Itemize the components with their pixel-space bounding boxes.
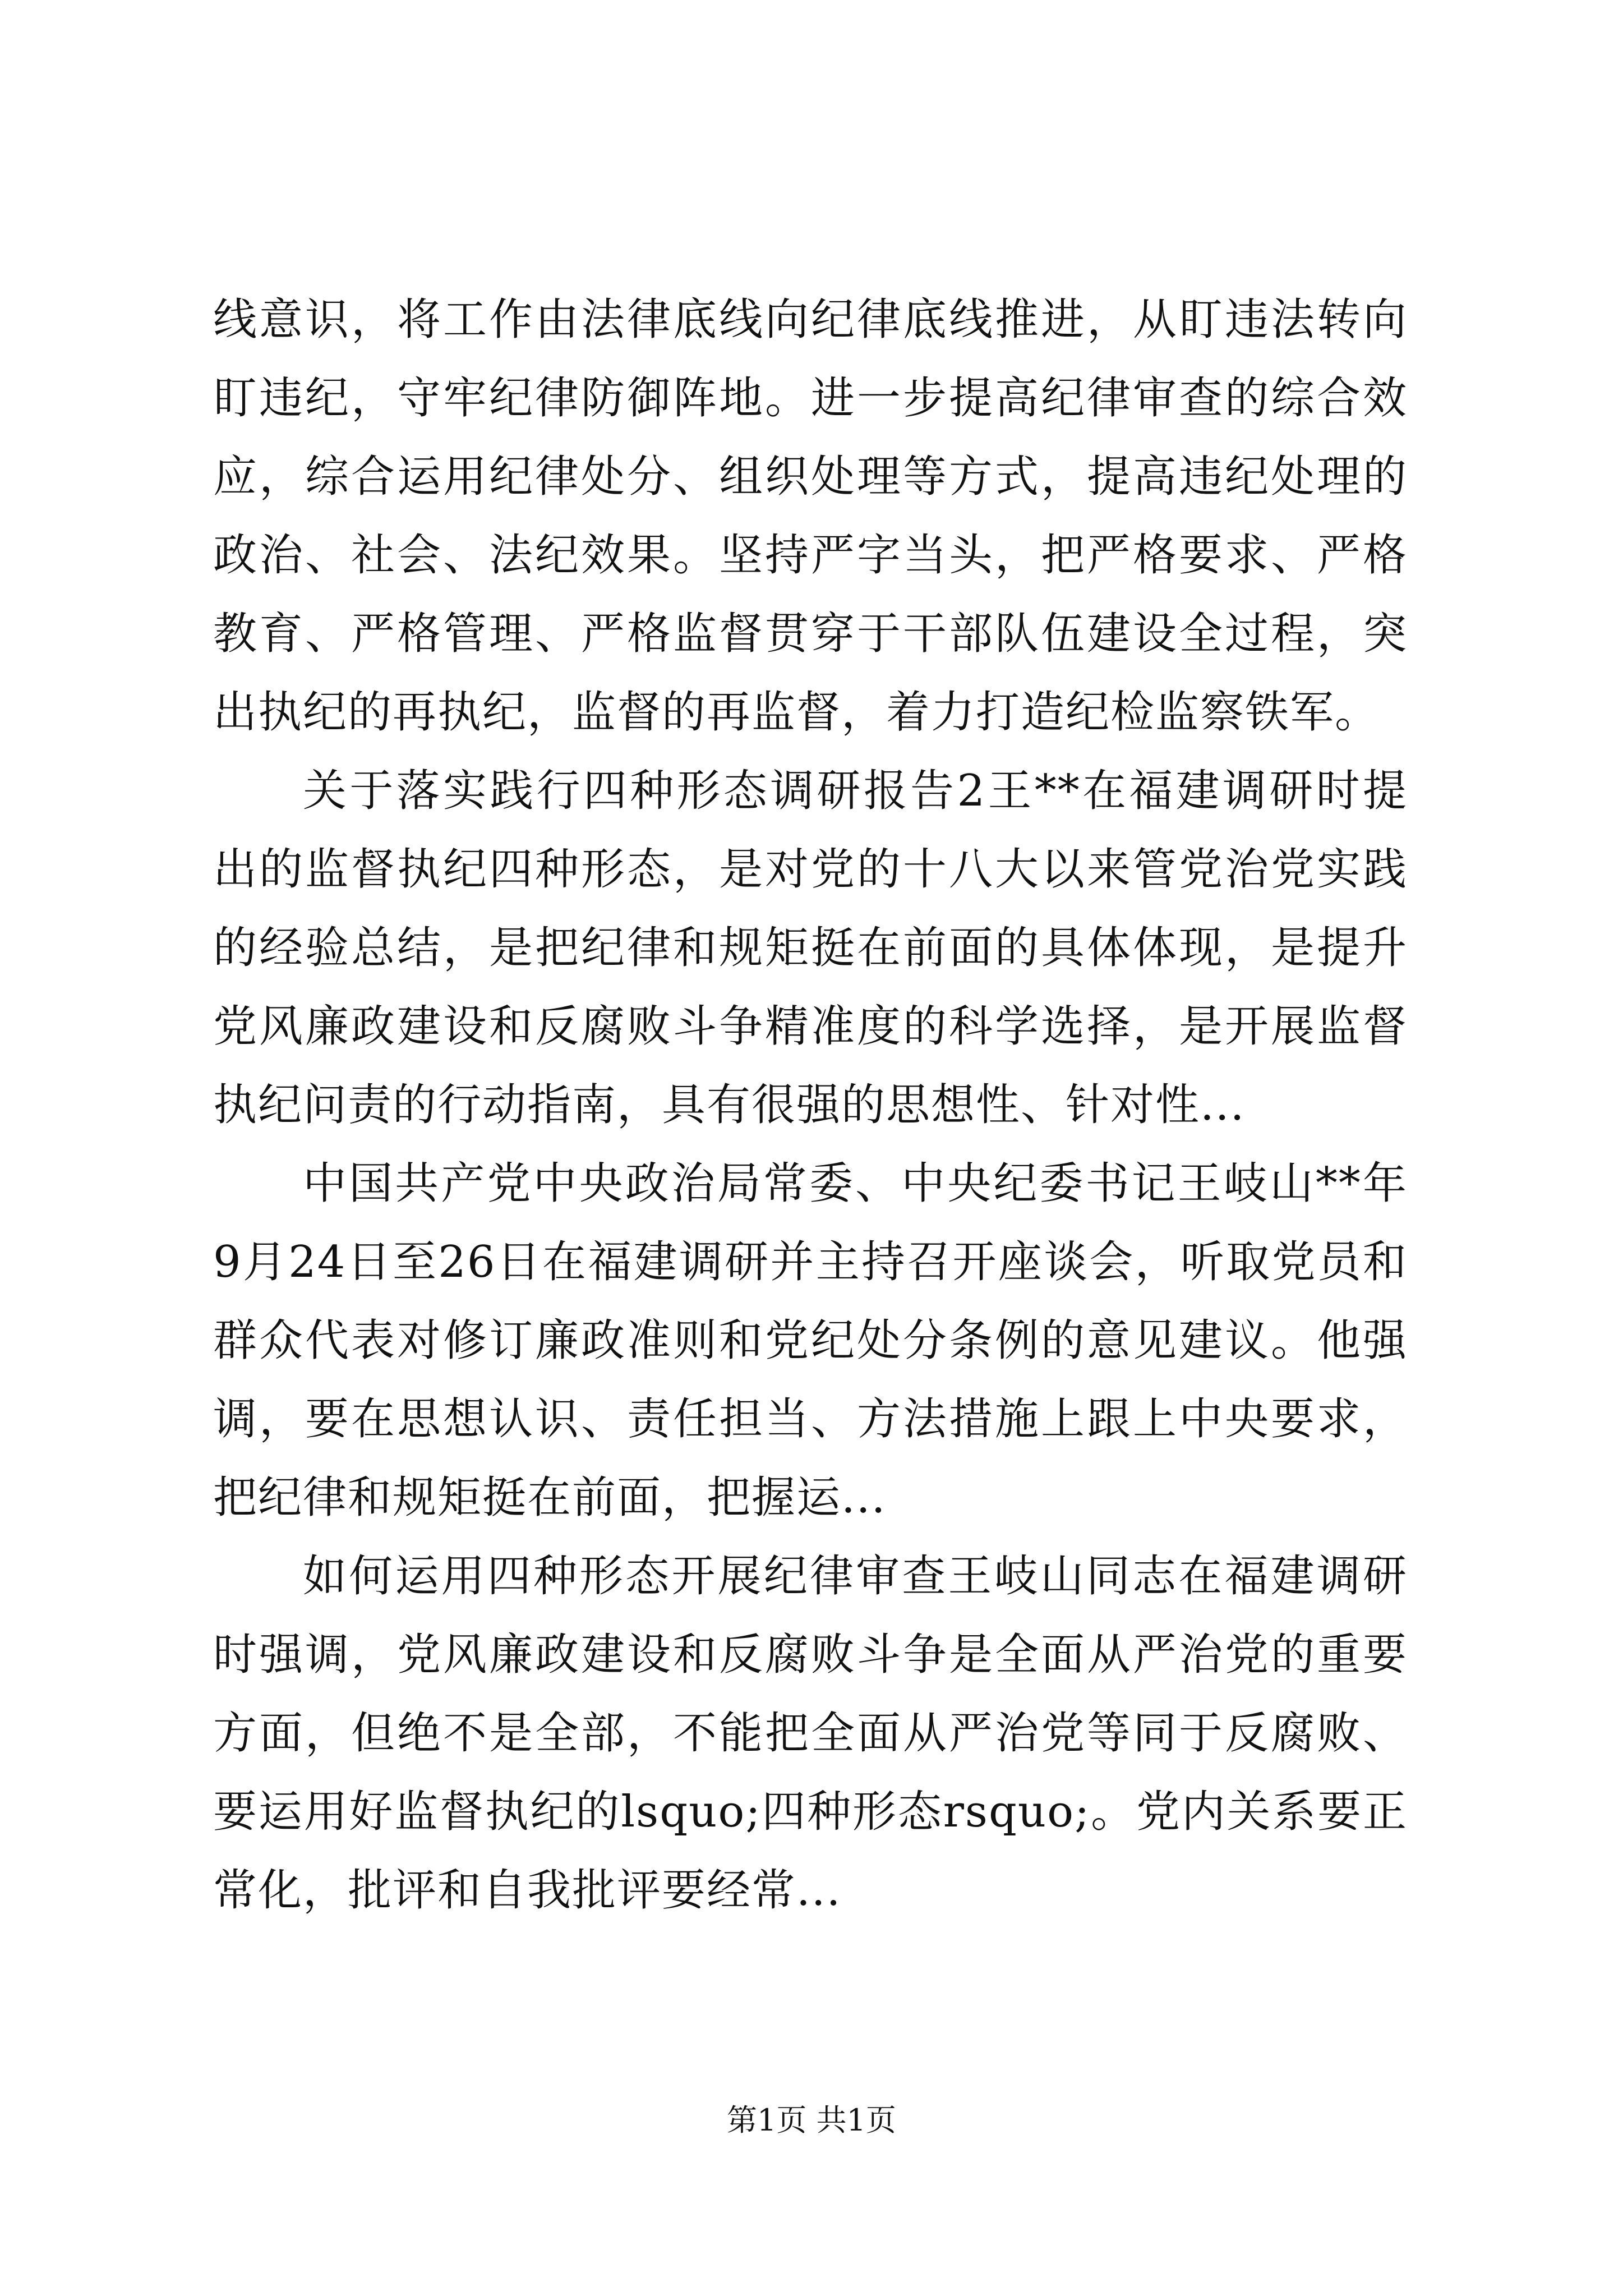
paragraph-1: 线意识，将工作由法律底线向纪律底线推进，从盯违法转向盯违纪，守牢纪律防御阵地。进一步提高纪律审查的综合效应，综合运用纪律处分、组织处理等方式，提高违纪处理的政治、社会、法纪效果。坚持严字当头，把严格要求、严格教育、严格管理、严格监督贯穿于干部队伍建设全过程，突出执纪的再执纪，监督的再监督，着力打造纪检监察铁军。 (213, 295, 1408, 738)
paragraph-3: 中国共产党中央政治局常委、中央纪委书记王岐山**年9月24日至26日在福建调研并主持召开座谈会，听取党员和群众代表对修订廉政准则和党纪处分条例的意见建议。他强调，要在思想认识、责任担当、方法措施上跟上中央要求，把纪律和规矩挺在前面，把握运... (213, 1158, 1408, 1523)
paragraph-4: 如何运用四种形态开展纪律审查王岐山同志在福建调研时强调，党风廉政建设和反腐败斗争是全面从严治党的重要方面，但绝不是全部，不能把全面从严治党等同于反腐败、要运用好监督执纪的lsquo;四种形态rsquo;。党内关系要正常化，批评和自我批评要经常... (213, 1551, 1408, 1916)
document-body (213, 280, 1408, 1930)
page-number-footer: 第1页 共1页 (727, 2102, 896, 2138)
paragraph-2: 关于落实践行四种形态调研报告2王**在福建调研时提出的监督执纪四种形态，是对党的十八大以来管党治党实践的经验总结，是把纪律和规矩挺在前面的具体体现，是提升党风廉政建设和反腐败斗争精准度的科学选择，是开展监督执纪问责的行动指南，具有很强的思想性、针对性... (213, 766, 1408, 1130)
